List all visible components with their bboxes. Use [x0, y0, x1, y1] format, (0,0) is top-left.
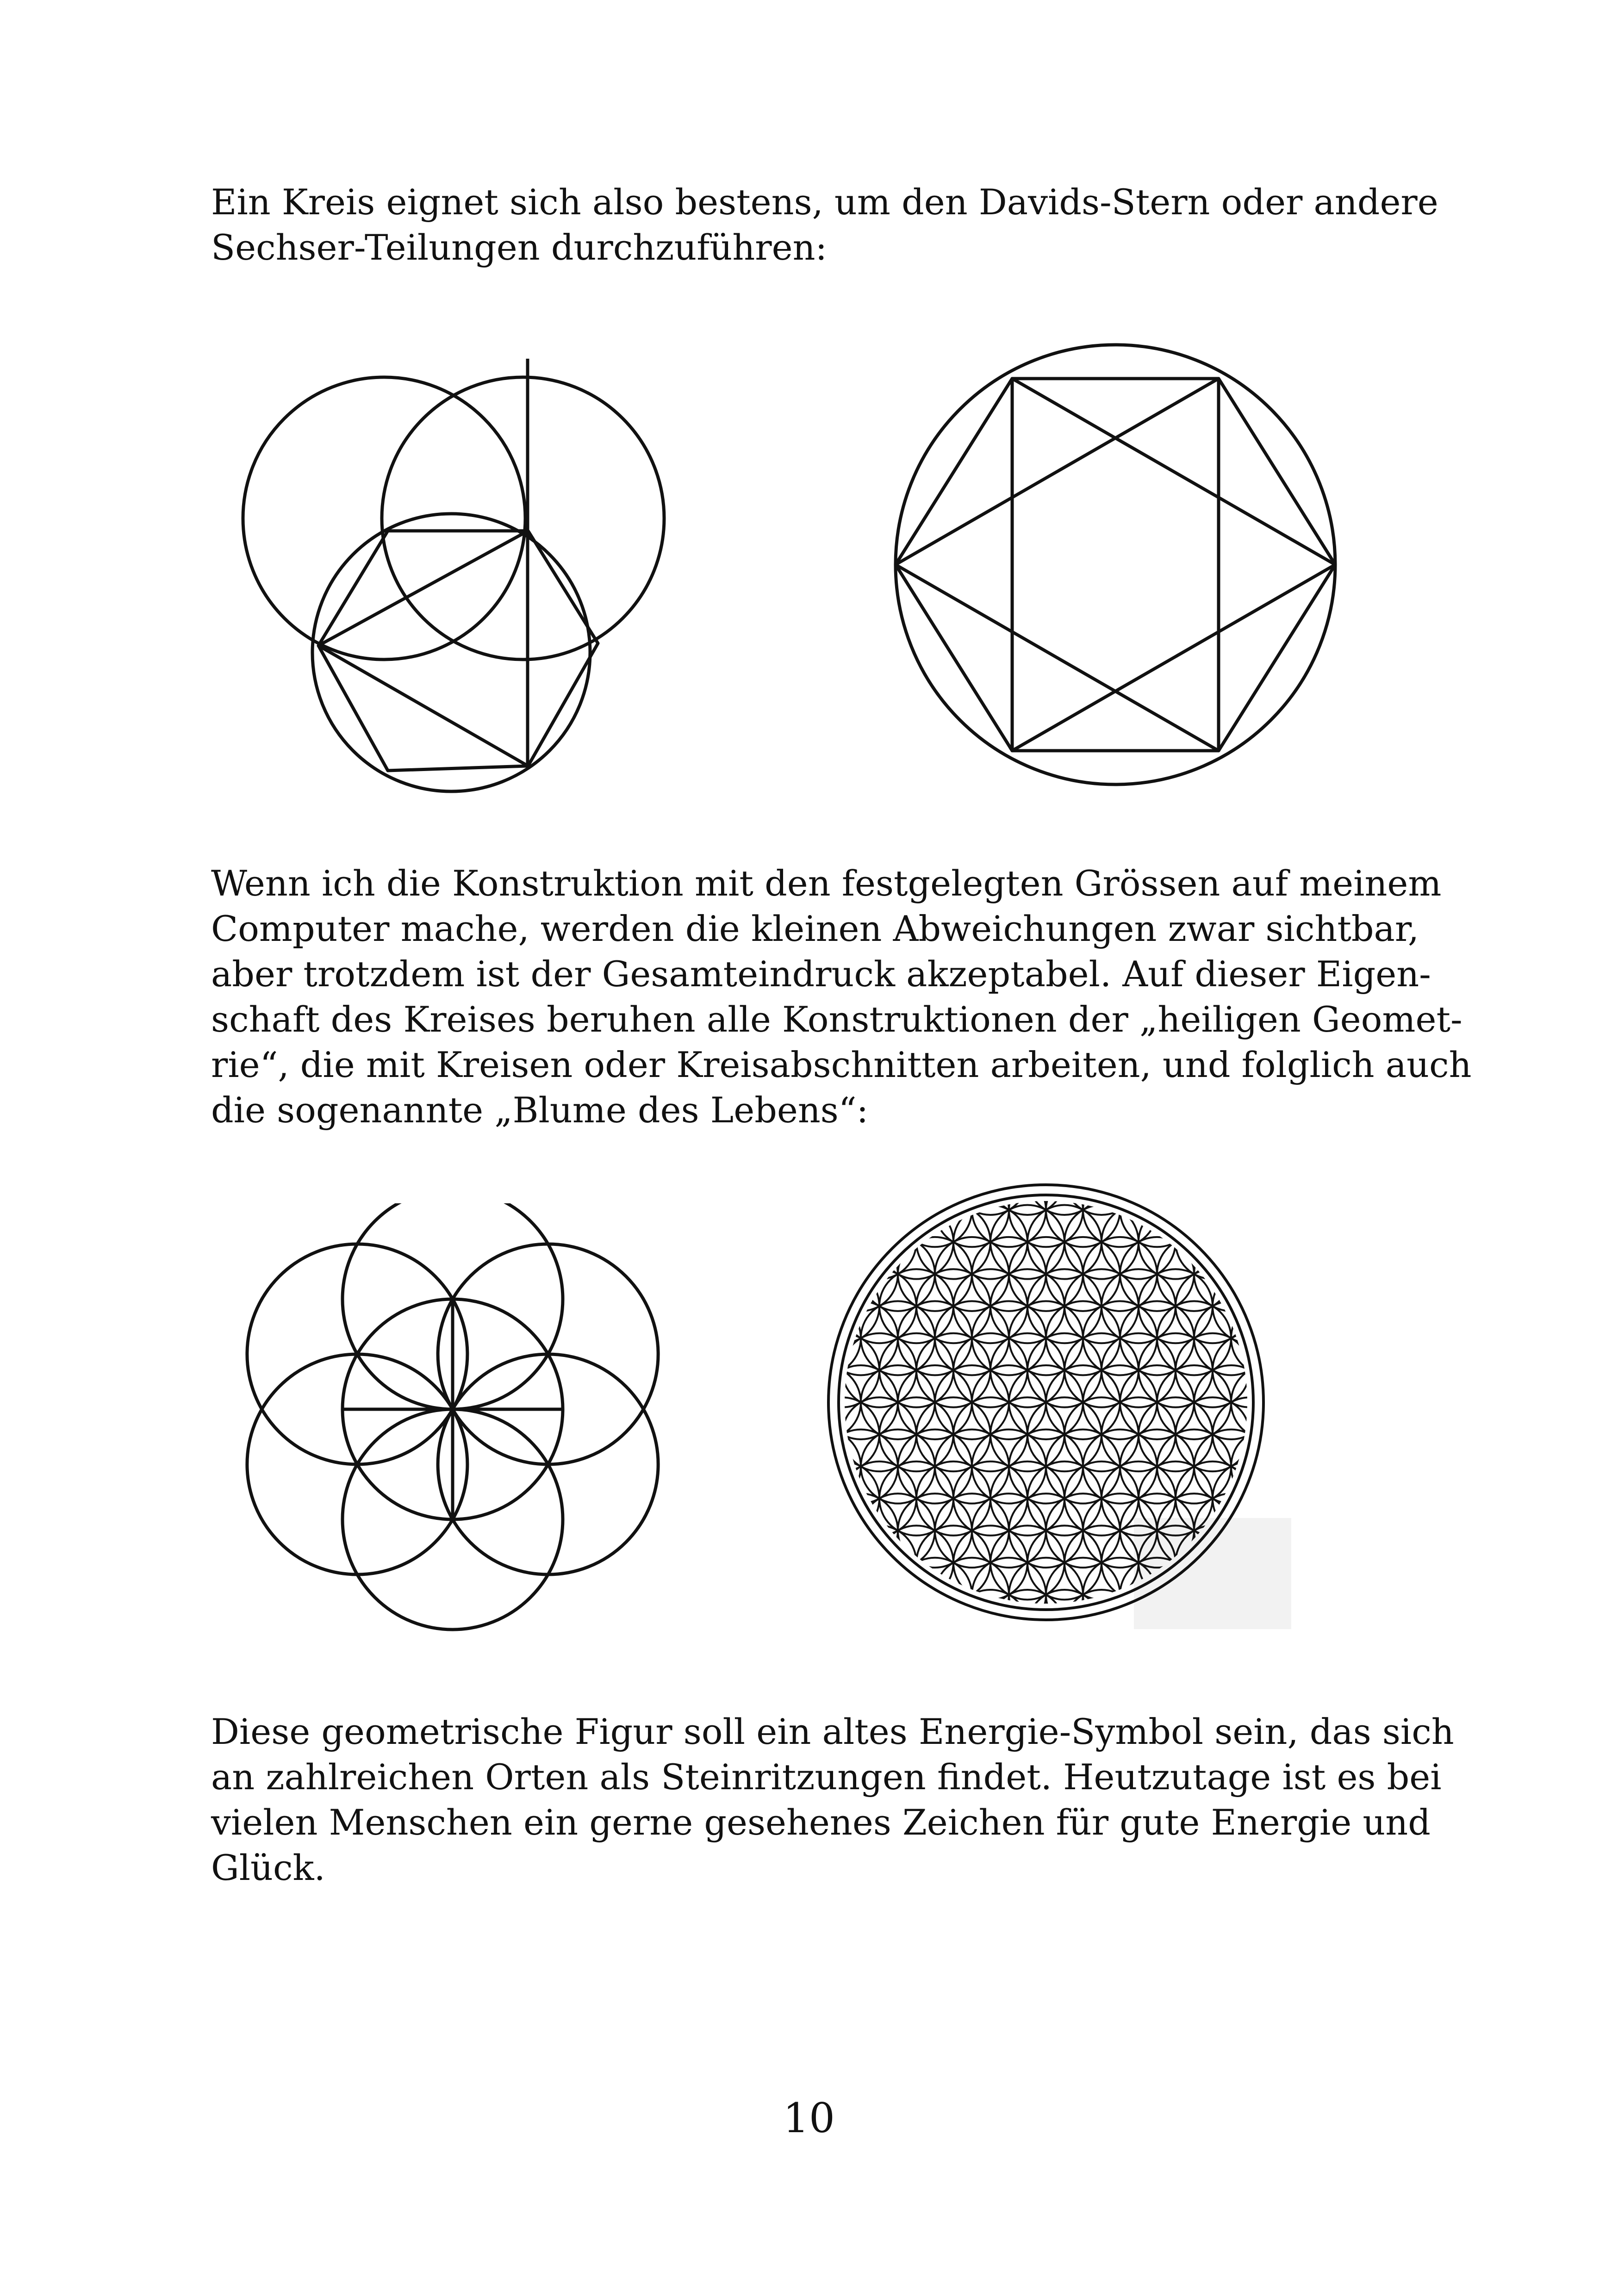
text-line: an zahlreichen Orten als Steinritzungen findet. Heutzutage ist es bei — [211, 1756, 1442, 1798]
text-line: Diese geometrische Figur soll ein altes Energie-Symbol sein, das sich — [211, 1711, 1454, 1752]
flower-circle — [819, 1430, 861, 1504]
flower-circle — [1120, 1173, 1194, 1247]
construction-circle-right — [382, 377, 664, 660]
hexagon-construction-figure — [231, 352, 685, 796]
outer-circle — [896, 345, 1335, 784]
text-line: rie“, die mit Kreisen oder Kreisabschnitten arbeiten, und folglich auch — [211, 1044, 1472, 1085]
flower-circle — [1231, 1301, 1301, 1375]
paragraph-intro — [211, 180, 1438, 270]
text-line: vielen Menschen ein gerne gesehenes Zeichen für gute Energie und — [211, 1802, 1431, 1843]
seed-of-life-circles — [247, 1203, 658, 1630]
flower-circle — [842, 1205, 916, 1279]
flower-circle — [819, 1462, 879, 1536]
flower-circle — [1231, 1430, 1301, 1504]
flower-circle — [898, 1173, 972, 1247]
triangle-right — [896, 379, 1219, 751]
paragraph-construction — [211, 861, 1472, 1133]
flower-circle — [1231, 1365, 1301, 1439]
text-line: Sechser-Teilungen durchzuführen: — [211, 227, 828, 268]
paragraph-symbol — [211, 1709, 1454, 1891]
flower-circle — [1194, 1237, 1268, 1311]
text-line: Ein Kreis eignet sich also bestens, um den Davids-Stern oder andere — [211, 181, 1438, 223]
text-line: aber trotzdem ist der Gesamteindruck akzeptabel. Auf dieser Eigen- — [211, 953, 1431, 995]
construction-circle-bottom — [312, 514, 590, 791]
flower-circle — [819, 1269, 879, 1343]
flower-circle — [824, 1237, 898, 1311]
flower-circle — [842, 1525, 916, 1599]
triangle-left — [1012, 379, 1335, 751]
flower-circle — [1213, 1269, 1287, 1343]
flower-circle — [1176, 1205, 1250, 1279]
star-of-david-figure — [879, 338, 1351, 791]
page-number: 10 — [783, 2094, 835, 2142]
flower-of-life-figure — [819, 1166, 1301, 1638]
text-line: Computer mache, werden die kleinen Abweichungen zwar sichtbar, — [211, 908, 1419, 949]
text-line: schaft des Kreises beruhen alle Konstruktionen der „heiligen Geomet- — [211, 999, 1462, 1040]
seed-of-life-figure — [231, 1203, 685, 1638]
flower-circle — [824, 1493, 898, 1568]
text-line: Wenn ich die Konstruktion mit den festgelegten Grössen auf meinem — [211, 863, 1442, 904]
text-line: die sogenannte „Blume des Lebens“: — [211, 1089, 869, 1131]
flower-circle — [819, 1301, 861, 1375]
flower-circle — [898, 1558, 972, 1632]
hexagon-outline — [318, 531, 598, 771]
diagonal-line — [318, 531, 528, 646]
text-line: Glück. — [211, 1847, 325, 1888]
hexagon-outline — [896, 379, 1335, 751]
